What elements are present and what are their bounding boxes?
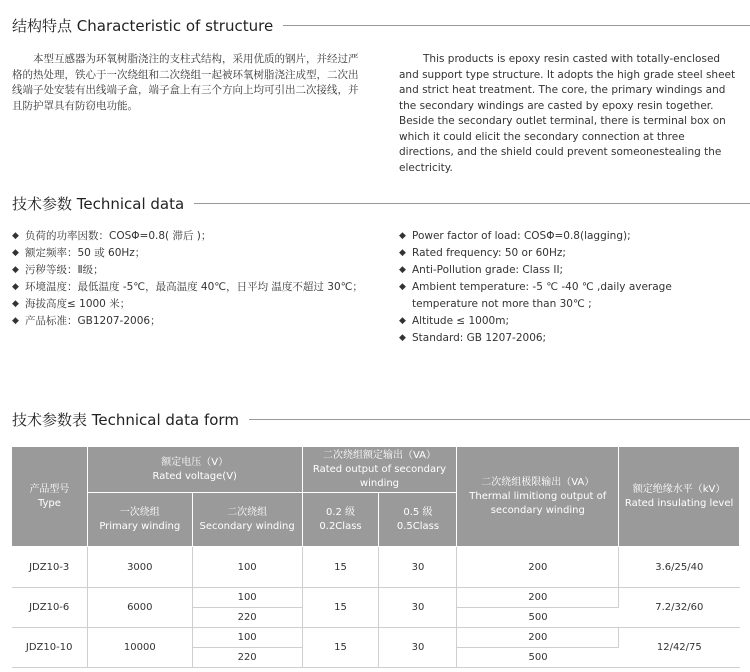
cell-primary: 6000 <box>87 588 192 628</box>
diamond-bullet-icon: ◆ <box>399 316 406 326</box>
list-item: ◆ 海拔高度≤ 1000 米； <box>12 296 372 313</box>
table-row <box>12 547 740 588</box>
cell-primary: 3000 <box>87 547 192 588</box>
diamond-bullet-icon: ◆ <box>399 282 406 292</box>
list-item: ◆ Anti-Pollution grade: Class II; <box>399 262 741 279</box>
type-header: 产品型号 Type <box>12 447 88 547</box>
diamond-bullet-icon: ◆ <box>12 265 19 275</box>
cell-class-02: 15 <box>302 547 379 588</box>
cell-secondary: 100 <box>192 628 302 648</box>
cell-primary: 10000 <box>87 628 192 668</box>
technical-cn-list <box>12 228 372 330</box>
structure-section-title <box>12 15 750 36</box>
class-05-header: 0.5 级 0.5Class <box>379 493 457 547</box>
cell-secondary: 100 <box>192 547 302 588</box>
technical-title-text: 技术参数 Technical data <box>12 195 185 213</box>
diamond-bullet-icon: ◆ <box>399 231 406 241</box>
technical-section-title <box>12 193 750 214</box>
cell-class-02: 15 <box>302 588 379 628</box>
cell-secondary: 220 <box>192 648 302 668</box>
cell-type: JDZ10-10 <box>12 628 88 668</box>
diamond-bullet-icon: ◆ <box>12 248 19 258</box>
cell-class-05: 30 <box>379 547 457 588</box>
table-row <box>12 628 740 648</box>
cell-secondary: 100 <box>192 588 302 608</box>
technical-data-table <box>11 446 740 668</box>
cell-insulation: 12/42/75 <box>619 628 740 668</box>
diamond-bullet-icon: ◆ <box>12 299 19 309</box>
diamond-bullet-icon: ◆ <box>12 282 19 292</box>
diamond-bullet-icon: ◆ <box>399 265 406 275</box>
list-item: ◆ Power factor of load: COSΦ=0.8(lagging); <box>399 228 741 245</box>
cell-insulation: 7.2/32/60 <box>619 588 740 628</box>
list-item: ◆ 污秽等级：Ⅱ级； <box>12 262 372 279</box>
rated-voltage-header: 额定电压（V） Rated voltage(V) <box>87 447 302 493</box>
structure-title-text: 结构特点 Characteristic of structure <box>12 17 274 35</box>
title-rule <box>249 419 750 420</box>
list-item: ◆ Standard: GB 1207-2006; <box>399 330 741 347</box>
cell-thermal: 200 <box>457 547 619 588</box>
cell-class-05: 30 <box>379 588 457 628</box>
cell-thermal: 500 <box>457 648 619 668</box>
cell-type: JDZ10-3 <box>12 547 88 588</box>
rated-output-header: 二次绕组额定输出（VA） Rated output of secondary winding <box>302 447 457 493</box>
list-item: ◆ Ambient temperature: -5 ℃ -40 ℃ ,daily average temperature not more than 30℃ ; <box>399 279 741 313</box>
list-item: ◆ 产品标准：GB1207-2006； <box>12 313 372 330</box>
table-row <box>12 588 740 608</box>
cell-type: JDZ10-6 <box>12 588 88 628</box>
thermal-output-header: 二次绕组极限输出（VA） Thermal limitiong output of secondary winding <box>457 447 619 547</box>
cell-thermal: 500 <box>457 608 619 628</box>
structure-en-paragraph: This products is epoxy resin casted with totally-enclosed and support type structure. It adopts the high grade steel sheet and strict heat treatment. The core, the primary windings and the secondary windings are casted by epoxy resin together. Beside the secondary outlet terminal, there is terminal box on which it could elicit the secondary connection at three directions, and the shield could prevent someonestealing the electricity. <box>399 53 736 174</box>
cell-class-02: 15 <box>302 628 379 668</box>
insulation-level-header: 额定绝缘水平（kV） Rated insulating level <box>619 447 740 547</box>
class-02-header: 0.2 级 0.2Class <box>302 493 379 547</box>
diamond-bullet-icon: ◆ <box>399 248 406 258</box>
cell-class-05: 30 <box>379 628 457 668</box>
form-title-text: 技术参数表 Technical data form <box>12 411 239 429</box>
list-item: ◆ Rated frequency: 50 or 60Hz; <box>399 245 741 262</box>
diamond-bullet-icon: ◆ <box>399 333 406 343</box>
cell-insulation: 3.6/25/40 <box>619 547 740 588</box>
secondary-winding-header: 二次绕组 Secondary winding <box>192 493 302 547</box>
diamond-bullet-icon: ◆ <box>12 316 19 326</box>
list-item: ◆ 负荷的功率因数：COSΦ=0.8( 滞后 )； <box>12 228 372 245</box>
diamond-bullet-icon: ◆ <box>12 231 19 241</box>
cell-secondary: 220 <box>192 608 302 628</box>
cell-thermal: 200 <box>457 588 619 608</box>
primary-winding-header: 一次绕组 Primary winding <box>87 493 192 547</box>
cell-thermal: 200 <box>457 628 619 648</box>
title-rule <box>194 203 750 204</box>
list-item: ◆ Altitude ≤ 1000m; <box>399 313 741 330</box>
form-section-title <box>12 409 750 430</box>
list-item: ◆ 额定频率：50 或 60Hz； <box>12 245 372 262</box>
list-item: ◆ 环境温度：最低温度 -5℃，最高温度 40℃，日平均 温度不超过 30℃； <box>12 279 372 296</box>
structure-cn-paragraph: 本型互感器为环氧树脂浇注的支柱式结构，采用优质的钢片，并经过严格的热处理，铁心于一次绕组和二次绕组一起被环氧树脂浇注成型，二次出线端子处安装有出线端子盒，端子盒上有三个方向上均可引出二次接线，并且防护罩具有防窃电功能。 <box>12 53 359 112</box>
technical-en-list <box>399 228 741 347</box>
title-rule <box>283 25 750 26</box>
